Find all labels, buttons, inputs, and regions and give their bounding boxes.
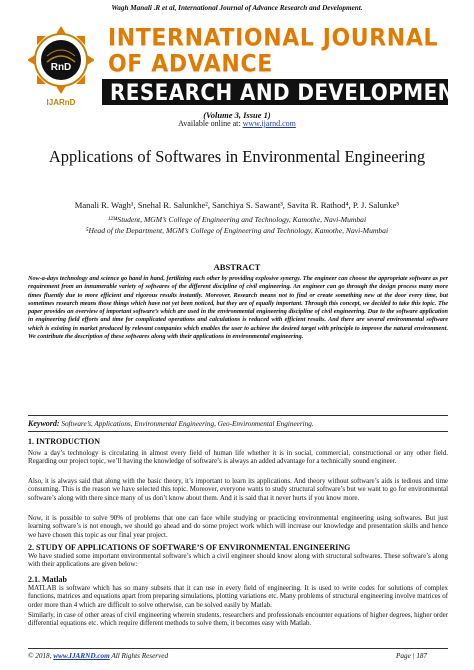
copyright-prefix: © 2018,	[28, 652, 54, 660]
paper-title: Applications of Softwares in Environmental Engineering	[48, 147, 426, 166]
affiliation-hod: ⁵Head of the Department, MGM’s College of Engineering and Technology, Kamothe, Navi-Mumbai	[85, 226, 389, 235]
footer-site-link[interactable]: www.IJARND.com	[53, 652, 110, 660]
section-heading-study: 2. STUDY OF APPLICATIONS OF SOFTWARE’S OF ENVIRONMENTAL ENGINEERING	[28, 543, 351, 552]
page-number: Page | 187	[396, 652, 428, 660]
author-list: Manali R. Wagh¹, Snehal R. Salunkhe², Sanchiya S. Sawant³, Savita R. Rathod⁴, P. J. Salunke⁵	[74, 200, 400, 210]
journal-name-line3: RESEARCH AND DEVELOPMENT	[110, 78, 469, 106]
logo-mark: RnD	[50, 62, 72, 73]
availability-line	[0, 119, 474, 128]
journal-name-line2: OF ADVANCE	[108, 50, 273, 79]
keywords-line	[28, 419, 448, 428]
subsection-heading-matlab: 2.1. Matlab	[28, 575, 67, 584]
journal-banner	[28, 24, 469, 108]
journal-name-line1: INTERNATIONAL JOURNAL	[108, 24, 439, 53]
running-head: Wagh Manali .R et al, International Journal of Advance Research and Development.	[111, 4, 363, 12]
matlab-paragraph-2: Similarly, in case of other areas of civil engineering wherein students, researchers and professionals encounter equations of higher degrees, higher order differential equations etc. which require different methods to solve them, it becomes easy with Matlab.	[28, 612, 448, 628]
intro-paragraph-1: Now a day’s technology is circulating in almost every field of human life whether it is in social, commercial, constructional or any other field. Regarding our project topic, we’ll having the knowledge of software’s is always an added advantage for a technically sound engineer.	[28, 450, 448, 466]
keywords-label: Keyword:	[28, 419, 60, 428]
intro-paragraph-2: Also, it is always said that along with the basic theory, it’s important to learn its applications. And theory without software’s aids is tedious and time consuming. This is the reason we have selected this topic. Moreover, everyone wants to study structural software’s but we want to go for environmental software’s along with there since many of us don’t know about them. And it is said that it never hurts if you know more.	[28, 478, 448, 502]
study-paragraph-1: We have studied some important environmental software’s which a civil engineer should know along with structural softwares. These software’s along with their applications are given below:	[28, 553, 448, 569]
abstract-heading: ABSTRACT	[213, 262, 261, 272]
copyright-suffix: All Rights Reserved	[109, 652, 169, 660]
footer-copyright	[28, 652, 168, 660]
footer-rule	[28, 648, 448, 649]
available-prefix: Available online at:	[178, 119, 243, 128]
volume-issue: (Volume 3, Issue 1)	[203, 110, 271, 120]
keywords-top-rule	[28, 415, 448, 416]
keywords-text: Software’s, Applications, Environmental Engineering, Geo-Environmental Engineering.	[59, 420, 314, 428]
affiliation-students: ¹²³⁴Student, MGM’s College of Engineering and Technology, Kamothe, Navi-Mumbai	[107, 215, 367, 224]
logo-label: IJARnD	[46, 98, 76, 107]
section-heading-introduction: 1. INTRODUCTION	[28, 437, 101, 446]
journal-logo-icon	[28, 24, 94, 108]
abstract-body: Now-a-days technology and science go hand in hand, fertilizing each other by providing explosive synergy. The engineer can choose the appropriate software as per requirement from an innumerable variety of softwares of the different discipline of civil engineering. An engineer can go through the design process many more times fluently due to more efficient and rigorous results instantly. Moreover, Research means not to find or create something new at the door every time, but sometimes research means those things which have not yet been noticed, but they are of equally important. Through this concept, we decided to take this topic. The paper provides an overview of important software’s which are used in the environmental engineering discipline of civil engineering. Due to the software application in engineering field efforts and time for complicated operations and calculations is reduced with efficient results. And there are several environmental software which is existing in market produced by relevant companies which enables the user to achieve the desired target with principle to improve the natural environment. We contribute the description of these softwares along with their applications in environmental engineering.	[28, 275, 448, 341]
keywords-bottom-rule	[28, 431, 448, 432]
intro-paragraph-3: Now, it is possible to solve 90% of problems that one can face while studying or practicing environmental engineering using softwares. But just learning software’s is not enough, we should go ahead and do some project work which will increase our knowledge and presentation skills and hence we have chosen this topic as our final year project.	[28, 515, 448, 539]
journal-url-link[interactable]: www.ijarnd.com	[242, 119, 296, 128]
matlab-paragraph-1: MATLAB is software which has so many subsets that it can use in every field of engineering. It is used to write codes for solutions of complex functions, matrices and equations apart from preparing simulations, plotting variations etc. Many problems of structural engineering involve matrices of order more than 4 which are difficult to solve otherwise, can be solved easily by Matlab.	[28, 585, 448, 609]
